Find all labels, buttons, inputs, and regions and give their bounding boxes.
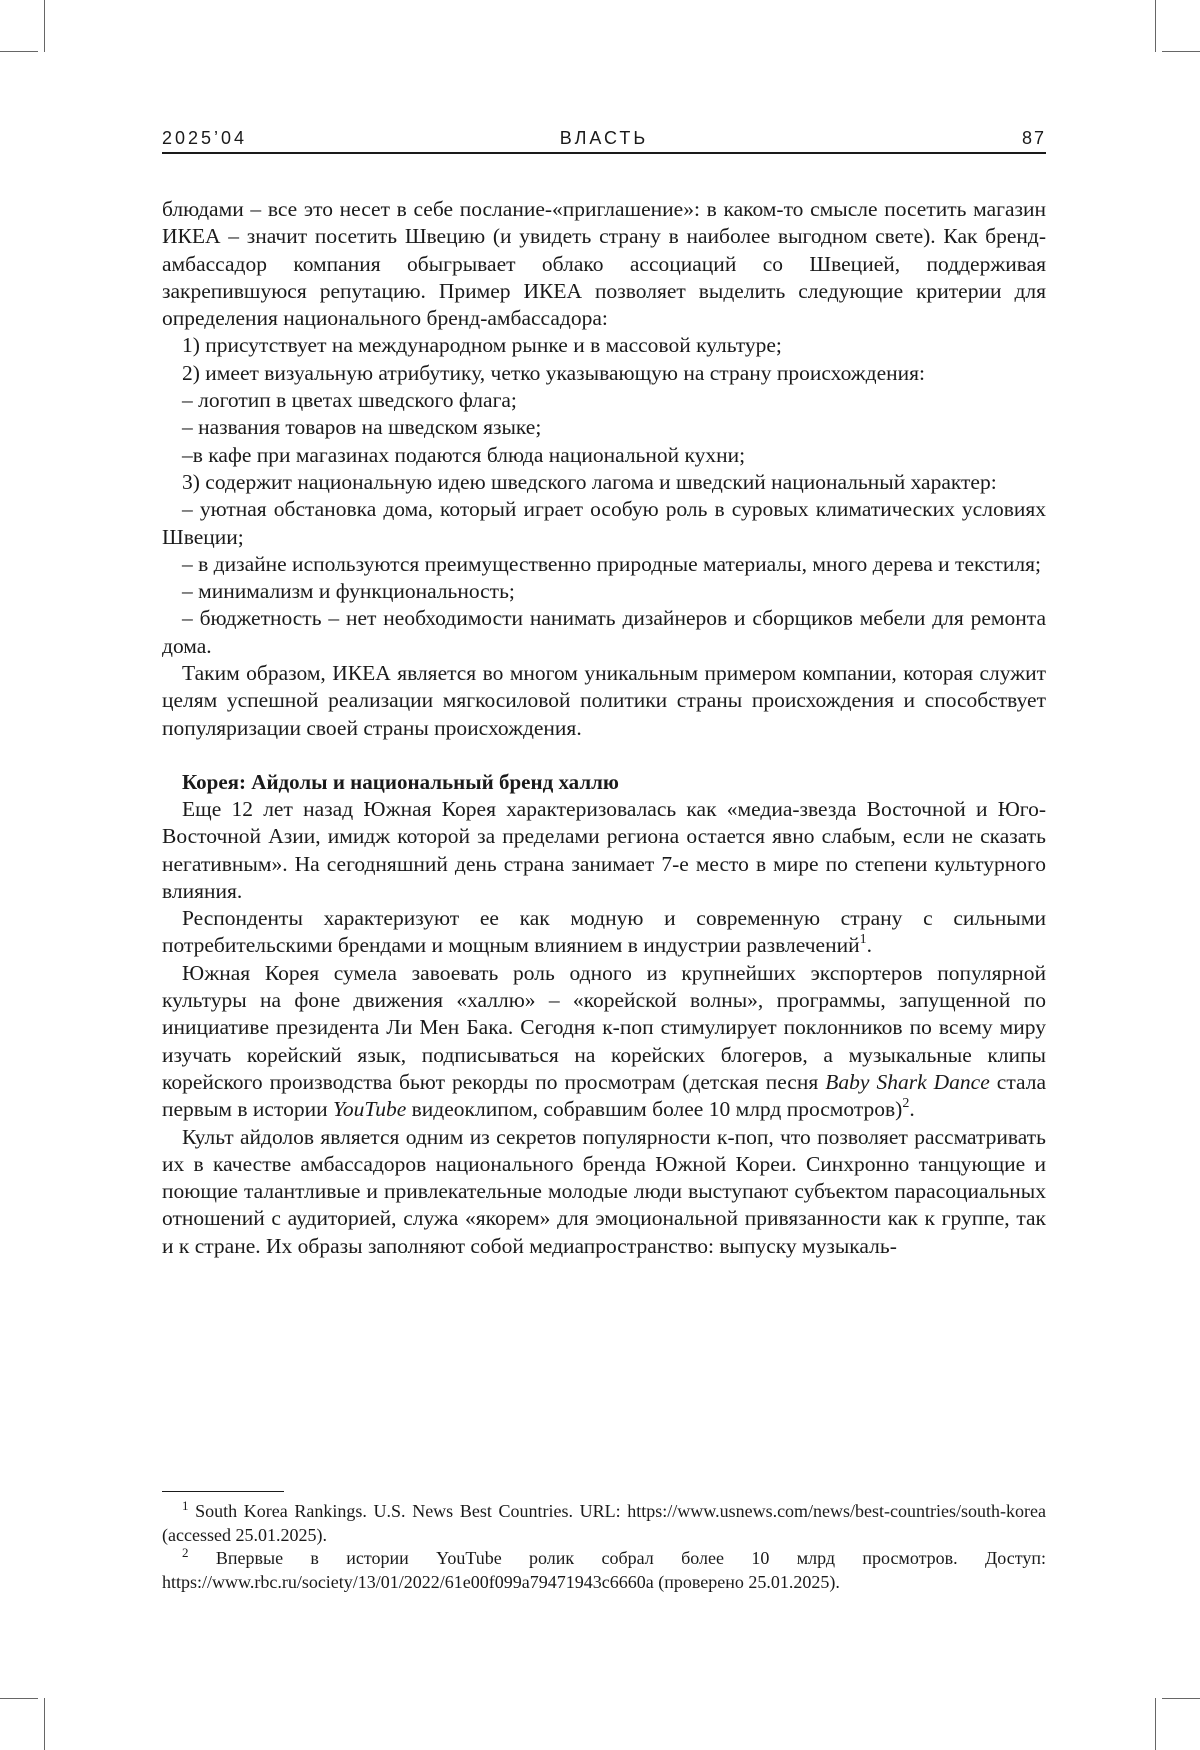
criterion-item: 3) содержит национальную идею шведского лагома и шведский национальный характер:: [182, 469, 997, 494]
running-header: [162, 128, 1046, 154]
paragraph-text: Респонденты характеризуют ее как модную и современную страну с сильными потребительскими брендами и мощным влиянием в индустрии развлечений: [162, 906, 1046, 958]
crop-mark: [44, 0, 45, 52]
issue-number: 2025’04: [162, 128, 248, 148]
journal-title: ВЛАСТЬ: [559, 128, 649, 148]
punctuation: .: [866, 933, 872, 958]
criterion-subitem: – бюджетность – нет необходимости нанимать дизайнеров и сборщиков мебели для ремонта дома.: [162, 606, 1046, 658]
crop-mark: [44, 1698, 45, 1750]
crop-mark: [0, 1698, 38, 1699]
criterion-item: 2) имеет визуальную атрибутику, четко указывающую на страну происхождения:: [182, 360, 926, 385]
paragraph-text: стала первым в истории: [162, 1069, 1046, 1122]
criterion-subitem: – названия товаров на шведском языке;: [182, 415, 542, 440]
paragraph: [162, 960, 1046, 1124]
footnote-ref[interactable]: 2: [902, 1096, 910, 1112]
paragraph: блюдами – все это несет в себе послание-«приглашение»: в каком-то смысле посетить магазин ИКЕА – значит посетить Швецию (и увидеть страну в наиболее выгодном свете). Как бренд-амбассадор компания обыгрывает облако ассоциаций со Швецией, поддерживая закрепившуюся репутацию. Пример ИКЕА позволяет выделить следующие критерии для определения национального бренд-амбассадора:: [162, 197, 1046, 331]
footnotes: [162, 1500, 1046, 1594]
paragraph-text: Южная Корея сумела завоевать роль одного из крупнейших экспортеров популярной культуры на фоне движения «халлю» – «корейской волны», программы, запущенной по инициативе президента Ли Мен Бака. Сегодня к-поп стимулирует поклонников по всему миру изучать корейский язык, подписываться на корейских блогеров, а музыкальные клипы корейского производства бьют рекорды по просмотрам (детская песня: [162, 960, 1046, 1094]
criterion-subitem: – уютная обстановка дома, который играет особую роль в суровых климатических условиях Швеции;: [162, 497, 1046, 549]
paragraph: [162, 905, 1046, 960]
footnote-text: South Korea Rankings. U.S. News Best Countries. URL: https://www.usnews.com/news/best-countries/south-korea (accessed 25.01.2025).: [162, 1501, 1046, 1545]
criterion-subitem: – минимализм и функциональность;: [182, 579, 515, 604]
crop-mark: [1155, 1698, 1156, 1750]
crop-mark: [0, 51, 38, 52]
criterion-subitem: – в дизайне используются преимущественно природные материалы, много дерева и текстиля;: [182, 551, 1041, 576]
footnote-number: 1: [182, 1498, 189, 1513]
paragraph: Таким образом, ИКЕА является во многом уникальным примером компании, которая служит целям успешной реализации мягкосиловой политики страны происхождения и способствует популяризации своей страны происхождения.: [162, 661, 1046, 740]
paragraph-text: видеоклипом, собравшим более 10 млрд просмотров): [406, 1097, 903, 1122]
criterion-item: 1) присутствует на международном рынке и в массовой культуре;: [182, 333, 782, 358]
footnote-number: 2: [182, 1545, 189, 1560]
paragraph: Культ айдолов является одним из секретов популярности к-поп, что позволяет рассматривать их в качестве амбассадоров национального бренда Южной Кореи. Синхронно танцующие и поющие талантливые и привлекательные молодые люди выступают субъектом парасоциальных отношений с аудиторией, служа «якорем» для эмоциональной привязанности как к группе, так и к стране. Их образы заполняют собой медиапространство: выпуску музыкаль-: [162, 1124, 1046, 1258]
article-body: [162, 196, 1046, 1260]
italic-title: Baby Shark Dance: [825, 1069, 990, 1094]
page-number: 87: [1021, 128, 1046, 148]
section-heading: Корея: Айдолы и национальный бренд халлю: [182, 769, 619, 794]
footnote-rule: [162, 1491, 284, 1492]
footnote-ref[interactable]: 1: [859, 932, 867, 948]
footnote-text: Впервые в истории YouTube ролик собрал более 10 млрд просмотров. Доступ: https://www.rbc.ru/society/13/01/2022/61e00f099a79471943c6660a (проверено 25.01.2025).: [162, 1548, 1046, 1592]
footnote: [162, 1547, 1046, 1594]
italic-title: YouTube: [332, 1097, 407, 1122]
crop-mark: [1155, 0, 1156, 52]
criterion-subitem: – логотип в цветах шведского флага;: [182, 388, 517, 413]
paragraph: Еще 12 лет назад Южная Корея характеризовалась как «медиа-звезда Восточной и Юго-Восточной Азии, имидж которой за пределами региона остается явно слабым, если не сказать негативным». На сегодняшний день страна занимает 7-е место в мире по степени культурного влияния.: [162, 796, 1046, 903]
crop-mark: [1162, 1698, 1200, 1699]
crop-mark: [1162, 51, 1200, 52]
footnote: [162, 1500, 1046, 1547]
punctuation: .: [909, 1097, 915, 1122]
header-rule: [162, 152, 1046, 154]
criterion-subitem: –в кафе при магазинах подаются блюда национальной кухни;: [182, 442, 746, 467]
